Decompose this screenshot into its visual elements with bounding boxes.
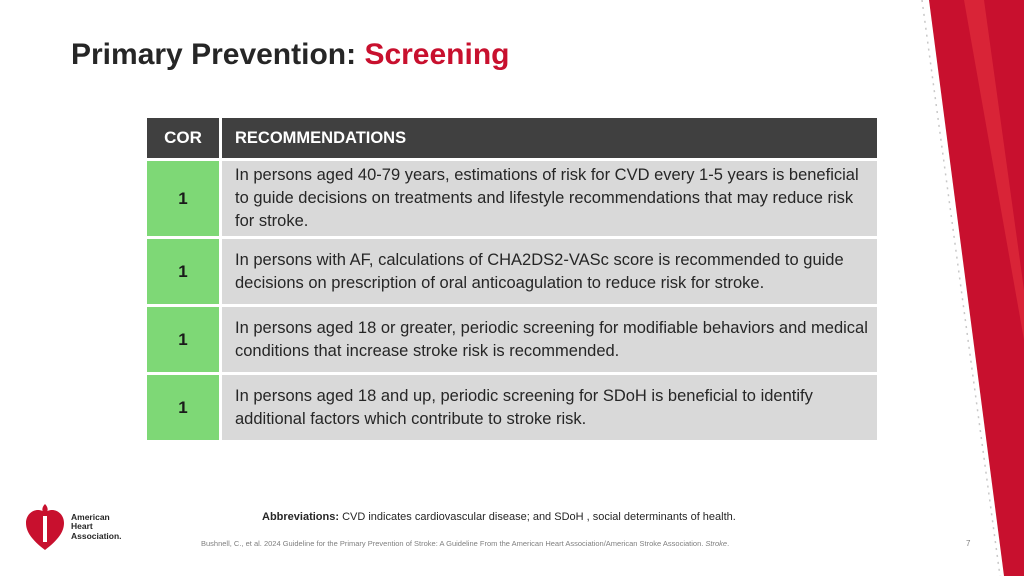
- abbreviations-text: CVD indicates cardiovascular disease; and SDoH , social determinants of health.: [339, 511, 736, 523]
- cor-header: COR: [147, 118, 219, 158]
- logo-line: Association.: [71, 530, 122, 541]
- table-row: [147, 375, 877, 440]
- cor-value: 1: [147, 307, 219, 372]
- recommendations-header: RECOMMENDATIONS: [222, 118, 877, 158]
- citation-text: Bushnell, C., et al. 2024 Guideline for the Primary Prevention of Stroke: A Guideline From the American Heart Association/American Stroke Association.: [201, 539, 706, 548]
- decorative-red-banner: [904, 0, 1024, 576]
- table-header-row: [147, 118, 877, 158]
- recommendation-text: In persons aged 18 or greater, periodic screening for modifiable behaviors and medical conditions that increase stroke risk is recommended.: [222, 307, 877, 372]
- recommendation-text: In persons aged 40-79 years, estimations of risk for CVD every 1-5 years is beneficial to guide decisions on treatments and lifestyle recommendations that may reduce risk for stroke.: [222, 161, 877, 236]
- page-number: 7: [966, 539, 971, 548]
- abbreviations-note: [262, 511, 736, 523]
- aha-logo: [24, 500, 122, 554]
- recommendation-text: In persons with AF, calculations of CHA2DS2-VASc score is recommended to guide decisions on prescription of oral anticoagulation to reduce risk for stroke.: [222, 239, 877, 304]
- citation-journal: Stroke: [705, 539, 728, 548]
- cor-value: 1: [147, 239, 219, 304]
- recommendations-table: [147, 118, 877, 443]
- table-row: [147, 239, 877, 304]
- recommendation-text: In persons aged 18 and up, periodic screening for SDoH is beneficial to identify additional factors which contribute to stroke risk.: [222, 375, 877, 440]
- heart-torch-icon: [24, 500, 66, 554]
- cor-value: 1: [147, 375, 219, 440]
- logo-line: American: [71, 511, 110, 522]
- abbreviations-label: Abbreviations:: [262, 511, 340, 523]
- logo-line: Heart: [71, 521, 93, 532]
- citation-end: .: [727, 539, 730, 548]
- title-accent: Screening: [364, 38, 510, 71]
- table-row: [147, 307, 877, 372]
- citation: [201, 539, 729, 548]
- cor-value: 1: [147, 161, 219, 236]
- table-row: [147, 161, 877, 236]
- title-main: Primary Prevention:: [71, 38, 365, 71]
- logo-wordmark: [71, 513, 122, 542]
- page-title: [71, 38, 510, 72]
